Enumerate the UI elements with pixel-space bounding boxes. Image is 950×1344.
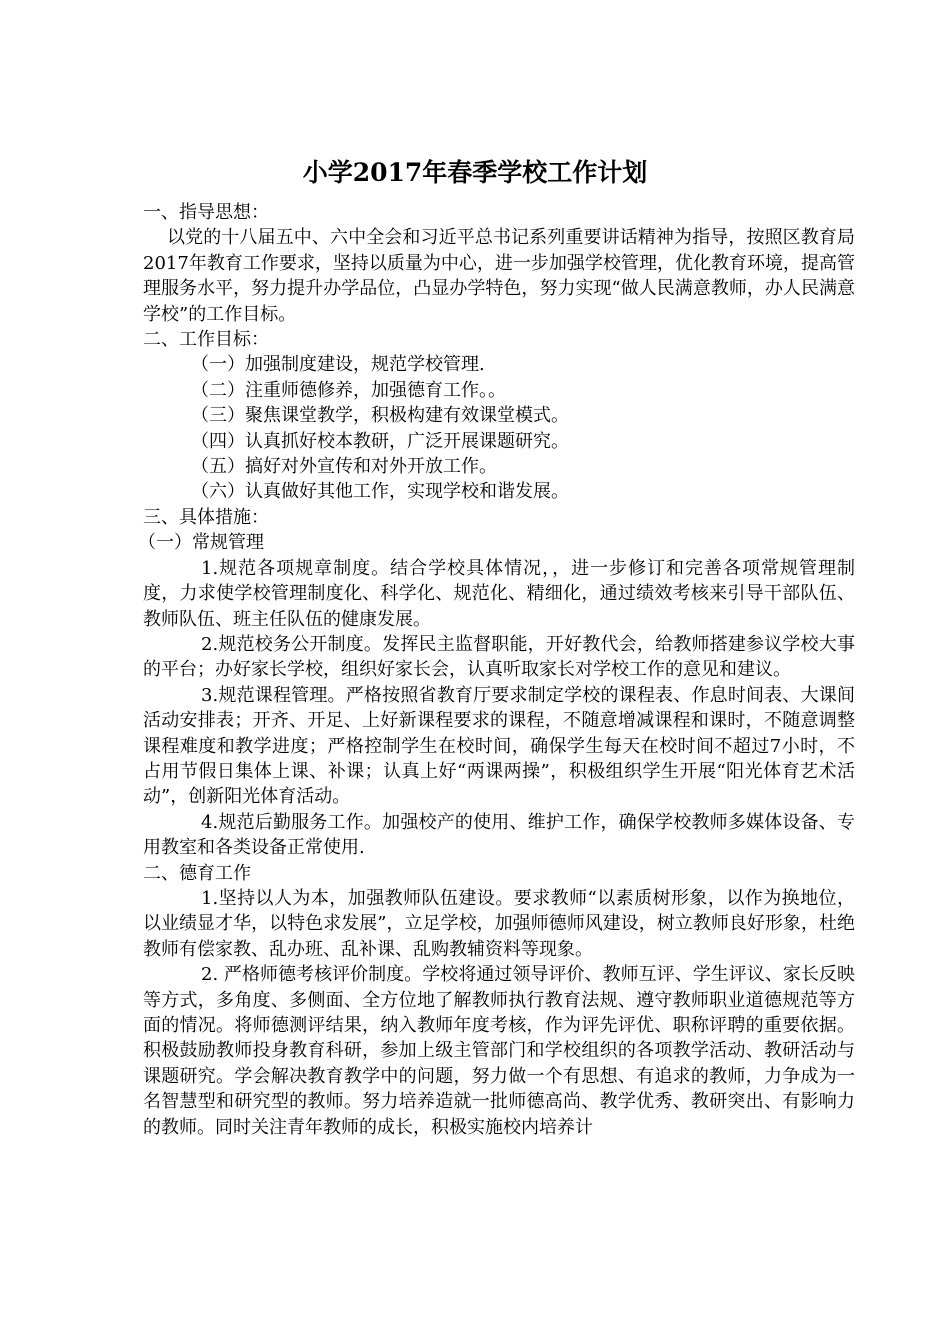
routine-management-paragraph-2: 2.规范校务公开制度。发挥民主监督职能，开好教代会，给教师搭建参议学校大事的平台；办好家长学校，组织好家长会，认真听取家长对学校工作的意见和建议。 xyxy=(143,633,855,681)
section-heading-guiding-ideology: 一、指导思想： xyxy=(143,202,269,223)
goal-item-5: （五）搞好对外宣传和对外开放工作。 xyxy=(191,456,497,478)
routine-management-paragraph-4: 4.规范后勤服务工作。加强校产的使用、维护工作，确保学校教师多媒体设备、专用教室和各类设备正常使用. xyxy=(143,811,855,859)
moral-education-paragraph-1: 1.坚持以人为本，加强教师队伍建设。要求教师“以素质树形象，以作为换地位，以业绩显才华，以特色求发展”，立足学校，加强师德师风建设，树立教师良好形象，杜绝教师有偿家教、乱办班、乱补课、乱购教辅资料等现象。 xyxy=(143,887,855,960)
section-heading-specific-measures: 三、具体措施： xyxy=(143,506,269,528)
goal-item-1: （一）加强制度建设，规范学校管理. xyxy=(191,354,485,376)
subsection-heading-routine-management: （一）常规管理 xyxy=(138,532,264,554)
moral-education-paragraph-2: 2. 严格师德考核评价制度。学校将通过领导评价、教师互评、学生评议、家长反映等方式，多角度、多侧面、全方位地了解教师执行教育法规、遵守教师职业道德规范等方面的情况。将师德测评结果，纳入教师年度考核，作为评先评优、职称评聘的重要依据。积极鼓励教师投身教育科研，参加上级主管部门和学校组织的各项教学活动、教研活动与课题研究。学会解决教育教学中的问题，努力做一个有思想、有追求的教师，力争成为一名智慧型和研究型的教师。努力培养造就一批师德高尚、教学优秀、教研突出、有影响力的教师。同时关注青年教师的成长，积极实施校内培养计 xyxy=(143,964,855,1138)
section-heading-work-goals: 二、工作目标： xyxy=(143,329,269,351)
routine-management-paragraph-1: 1.规范各项规章制度。结合学校具体情况，，进一步修订和完善各项常规管理制度，力求使学校管理制度化、科学化、规范化、精细化，通过绩效考核来引导干部队伍、教师队伍、班主任队伍的健康发展。 xyxy=(143,557,855,630)
goal-item-2: （二）注重师德修养，加强德育工作。。 xyxy=(191,379,506,401)
goal-item-3: （三）聚焦课堂教学，积极构建有效课堂模式。 xyxy=(191,405,569,427)
document-body xyxy=(138,200,855,1140)
goal-item-4: （四）认真抓好校本教研，广泛开展课题研究。 xyxy=(191,430,569,452)
document-title: 小学2017年春季学校工作计划 xyxy=(302,158,648,187)
guiding-ideology-paragraph: 以党的十八届五中、六中全会和习近平总书记系列重要讲话精神为指导，按照区教育局2017年教育工作要求，坚持以质量为中心，进一步加强学校管理，优化教育环境，提高管理服务水平，努力提升办学品位，凸显办学特色，努力实现“做人民满意教师，办人民满意学校”的工作目标。 xyxy=(143,227,855,325)
subsection-heading-moral-education: 二、德育工作 xyxy=(143,862,251,884)
goal-item-6: （六）认真做好其他工作，实现学校和谐发展。 xyxy=(191,481,569,503)
routine-management-paragraph-3: 3.规范课程管理。严格按照省教育厅要求制定学校的课程表、作息时间表、大课间活动安排表；开齐、开足、上好新课程要求的课程，不随意增减课程和课时，不随意调整课程难度和教学进度；严格控制学生在校时间，确保学生每天在校时间不超过7小时，不占用节假日集体上课、补课；认真上好“两课两操”，积极组织学生开展“阳光体育艺术活动”，创新阳光体育活动。 xyxy=(143,684,855,808)
